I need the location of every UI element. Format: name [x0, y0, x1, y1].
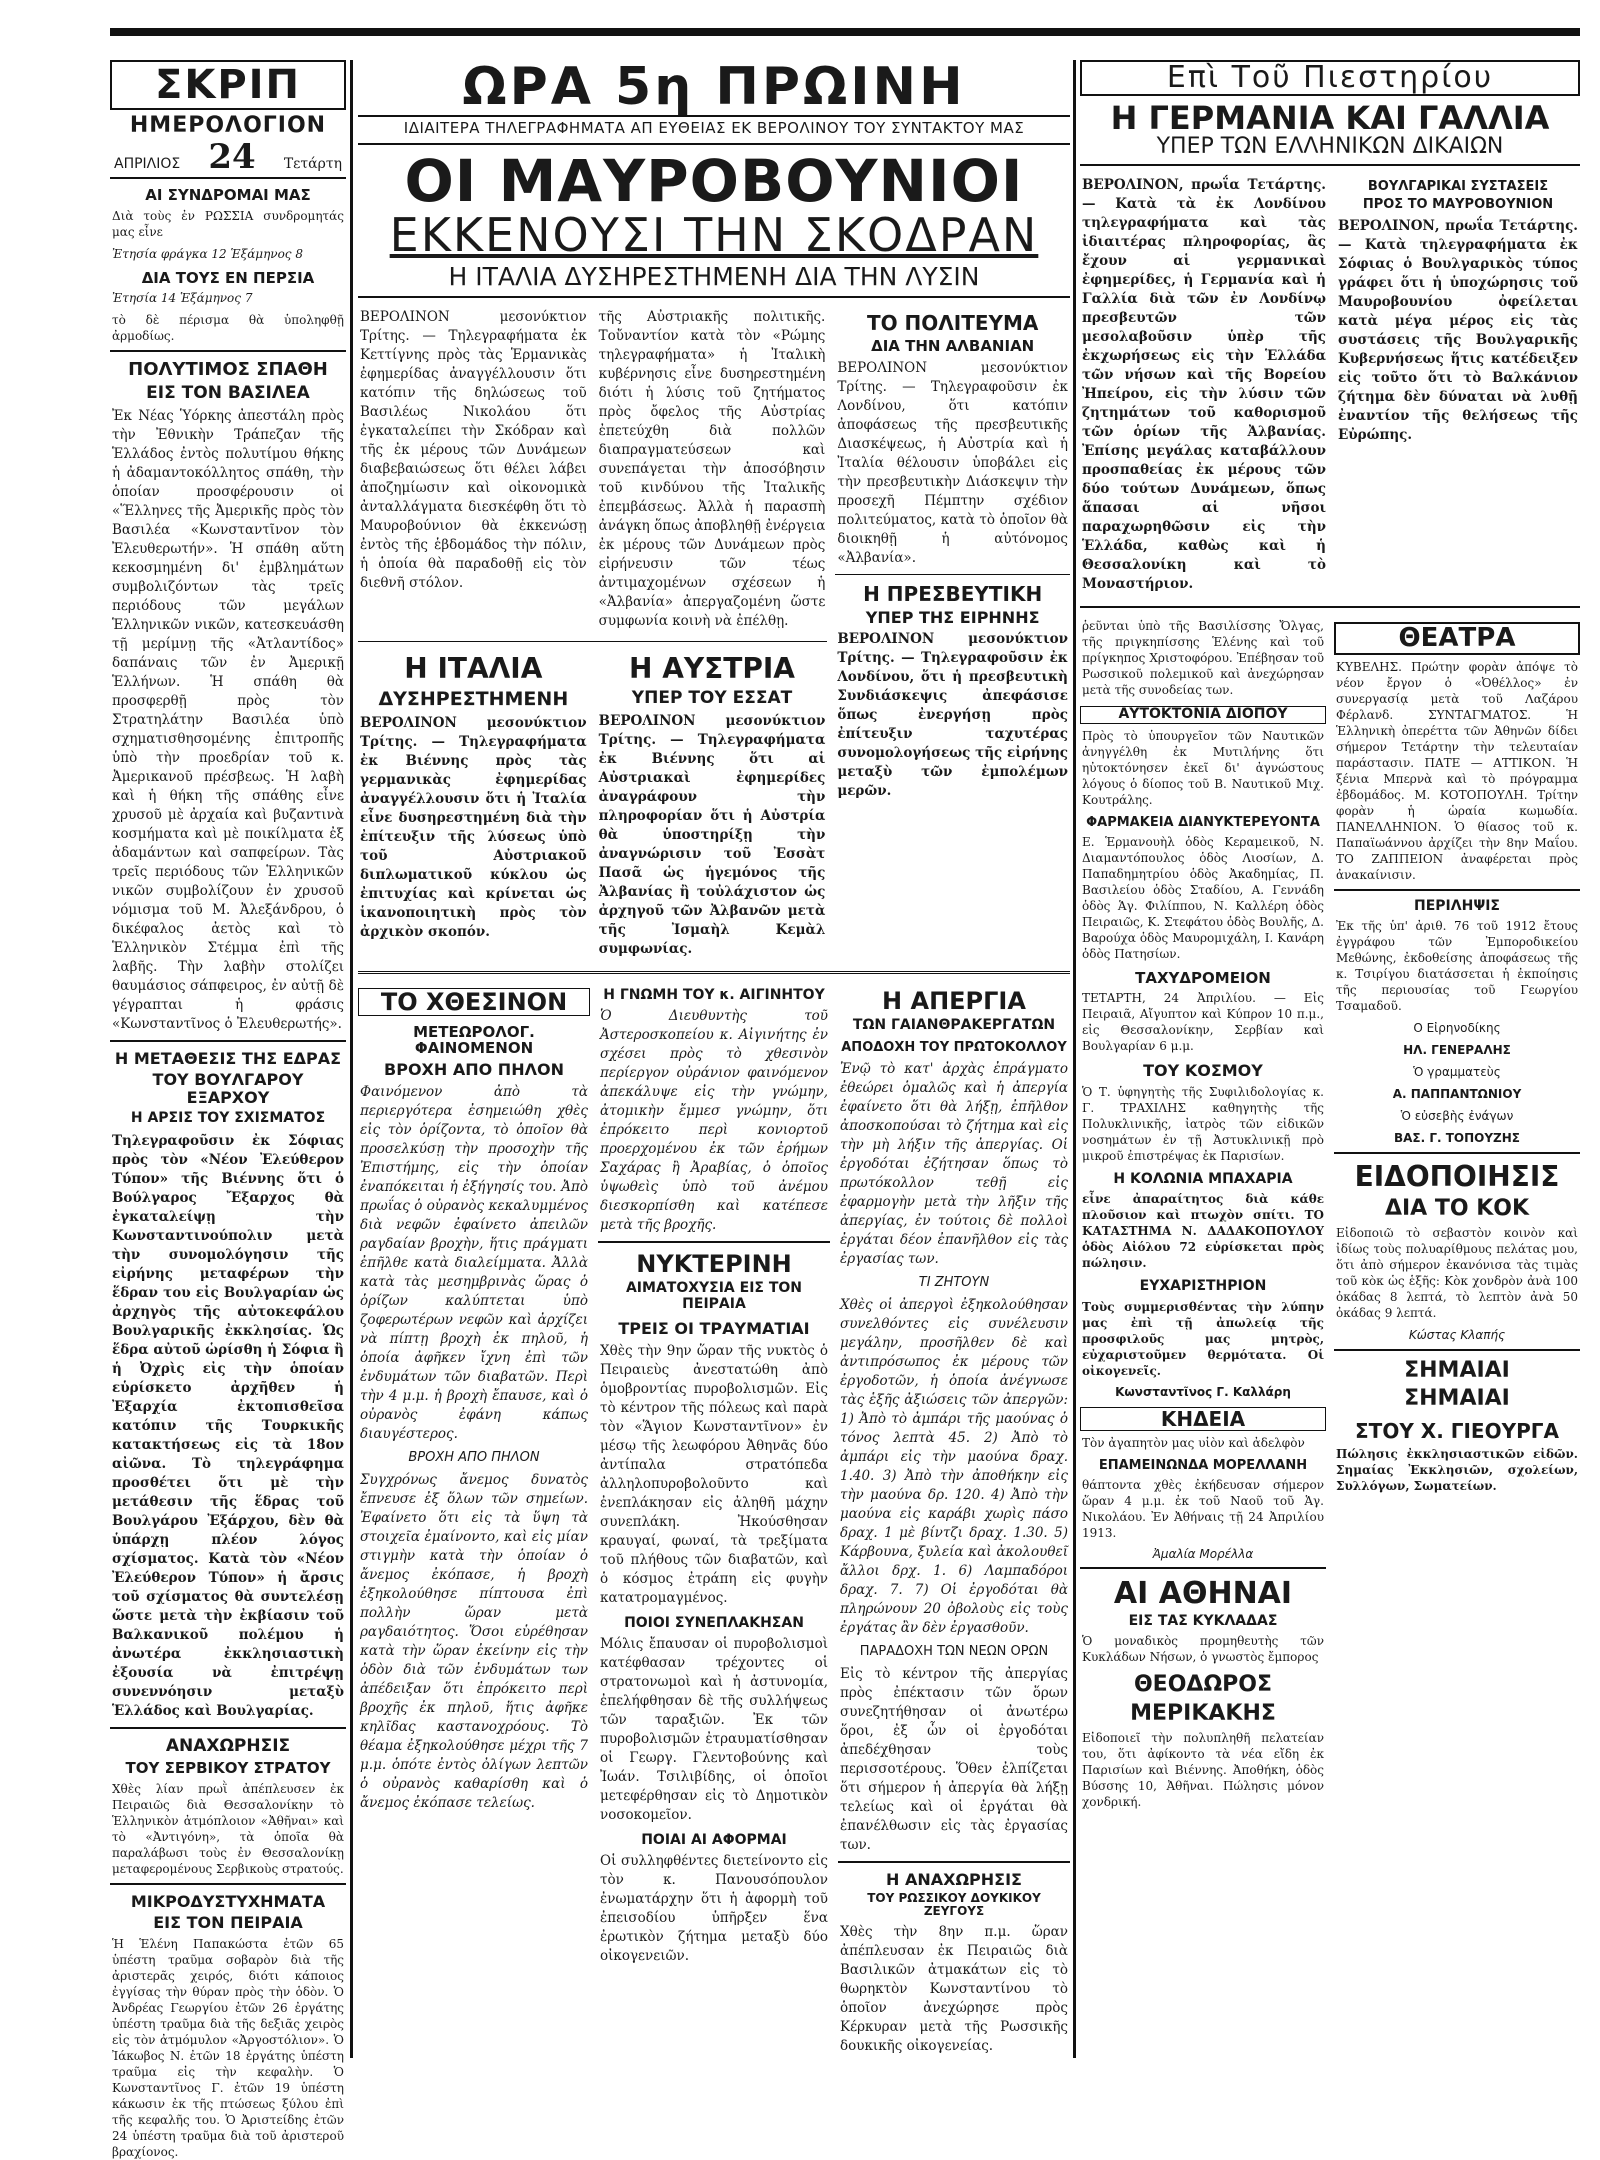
- suicide-article: Πρὸς τὸ ὑπουργεῖον τῶν Ναυτικῶν ἀνηγγέλθη ἐκ Μυτιλήνης ὅτι ηὐτοκτόνησεν ἐκεῖ δι' ἀγνώστους λόγους ὁ δίοπος τοῦ Β. Ναυτικοῦ Μιχ. Κουτράλης.: [1082, 728, 1324, 807]
- sword-article: Ἐκ Νέας Ὑόρκης ἀπεστάλη πρὸς τὴν Ἐθνικὴν Τράπεζαν τῆς Ἑλλάδος ἐντὸς πολυτίμου θήκης ἡ ἀδαμαντοκόλλητος σπάθη, τὴν ὁποίαν προσφέρουσιν οἱ «Ἕλληνες τῆς Ἀμερικῆς πρὸς τὸν Βασιλέα «Κωνσταντῖνον τὸν Ἐλευθερωτήν». Ἡ σπάθη αὕτη κεκοσμημένη δι' ἐμβλημάτων συμβολιζόντων τὰς τρεῖς περιόδους τῶν μεγάλων Ἑλληνικῶν νικῶν, κατεσκευάσθη τῇ μερίμνῃ τῆς «Ἀτλαντίδος» δαπάναις τῶν ἐν Ἀμερικῇ Ἑλλήνων. Ἡ σπάθη θὰ προσφερθῇ πρὸς τὸν Στρατηλάτην Βασιλέα ὑπὸ σχηματισθησομένης ἐπιτροπῆς ὑπὸ τὴν προεδρίαν τοῦ κ. Ἀμερικανοῦ πρέσβεως. Ἡ λαβὴ καὶ ἡ θήκη τῆς σπάθης εἶνε χρυσοῦ μὲ ἀρχαία καὶ βυζαντινὰ κοσμήματα καὶ μὲ ποικίλματα ἐξ ἀδαμάντων καὶ σαπφείρων. Τὰς τρεῖς περιόδους τῶν Ἑλληνικῶν νικῶν συμβολίζουν ἐν χρυσοῦ νόμισμα τοῦ Μ. Ἀλεξάνδρου, ὁ δικέφαλος ἀετὸς καὶ τὸ Ἑλληνικὸν Στέμμα ἐπὶ τῆς λαβῆς. Τὴν λαβὴν στολίζει θαυμάσιος σάπφειρος, ἐν αὐτῇ δὲ γέγραπται ἡ φράσις «Κωνσταντῖνος ὁ Ἐλευθερωτής».: [112, 407, 344, 1032]
- signature-3-name: ΒΑΣ. Γ. ΤΟΠΟΥΖΗΣ: [1393, 1131, 1520, 1146]
- world-text: Ὁ Τ. ὑφηγητὴς τῆς Συφιλιδολογίας κ. Γ. ΤΡΑΧΙΛΗΣ καθηγητὴς τῆς Πολυκλινικῆς, ἰατρὸς τῶν εἰδικῶν νοσημάτων ἐν τῇ Ἀστυκλινικῇ πρὸ μικροῦ ἐπιστρέψας ἐκ Παρισίων.: [1082, 1084, 1324, 1163]
- notice-signature: Κώστας Κλαπής: [1408, 1328, 1506, 1343]
- divider: [598, 1241, 830, 1243]
- strike-subtitle-2: ΑΠΟΔΟΧΗ ΤΟΥ ΠΡΩΤΟΚΟΛΛΟΥ: [841, 1040, 1067, 1056]
- lead-story: [358, 304, 827, 964]
- strike-title: Η ΑΠΕΡΓΙΑ: [882, 986, 1026, 1015]
- signature-3: Ὁ εὐσεβὴς ἐνάγων: [1400, 1109, 1514, 1124]
- flags-title-2: ΣΗΜΑΙΑΙ: [1404, 1386, 1510, 1412]
- post-title: ΤΑΧΥΔΡΟΜΕΙΟΝ: [1135, 968, 1271, 987]
- subscriptions-price-persia: Ἐτησία 14 Ἑξάμηνος 7: [112, 291, 253, 306]
- divider: [1334, 1349, 1580, 1351]
- italy-subtitle: ΔΥΣΗΡΕΣΤΗΜΕΝΗ: [378, 687, 569, 710]
- flags-text: Πώλησις ἐκκλησιαστικῶν εἰδῶν. Σημαίας Ἐκκλησιῶν, σχολείων, Συλλόγων, Σωματείων.: [1336, 1446, 1578, 1493]
- embassy-article: ΒΕΡΟΛΙΝΟΝ μεσονύκτιον Τρίτης. — Τηλεγραφοῦσιν ἐκ Λονδίνου, ὅτι ἡ πρεσβευτικὴ Συνδιάσκεψις ἀπεφάσισε ὅπως ἐνεργήσῃ πρὸς ἐπίτευξιν ταχυτέρας συνομολογήσεως τῆς εἰρήνης μεταξὺ τῶν ἐμπολέμων μερῶν.: [837, 631, 1068, 800]
- terms-title: ΠΑΡΑΔΟΧΗ ΤΩΝ ΝΕΩΝ ΟΡΩΝ: [859, 1643, 1049, 1659]
- divider: [110, 350, 346, 352]
- embassy-subtitle: ΥΠΕΡ ΤΗΣ ΕΙΡΗΝΗΣ: [865, 607, 1040, 627]
- exarch-title: Η ΜΕΤΑΘΕΣΙΣ ΤΗΣ ΕΔΡΑΣ: [114, 1048, 342, 1068]
- strike-subtitle: ΤΩΝ ΓΑΙΑΝΘΡΑΚΕΡΓΑΤΩΝ: [852, 1016, 1056, 1033]
- strike-story: [838, 980, 1070, 2062]
- colony-title: Η ΚΟΛΩΝΙΑ ΜΠΑΧΑΡΙΑ: [1113, 1170, 1293, 1187]
- funeral-signature: Ἀμαλία Μορέλλα: [1152, 1547, 1254, 1562]
- exarch-article: Τηλεγραφοῦσιν ἐκ Σόφιας πρὸς τὸν «Νέον Ἐλεύθερον Τύπον» τῆς Βιέννης ὅτι ὁ Βούλγαρος Ἔξαρχος θὰ ἐγκαταλείψῃ τὴν Κωνσταντινούπολιν μετὰ τὴν συνομολόγησιν τῆς εἰρήνης μεταφέρων τὴν ἕδραν του εἰς Βουλγαρίαν ὡς ἀρχηγὸς τῆς αὐτοκεφάλου Βουλγαρικῆς ἐκκλησίας. Ὡς ἕδρα αὐτοῦ ὡρίσθη ἡ Σόφια ἢ ἡ Ὀχρὶς εἰς τὴν ὁποίαν εὑρίσκετο ἀρχῆθεν ἡ Ἐξαρχία ἐκτοπισθεῖσα κατόπιν τῆς Τουρκικῆς κατακτήσεως εἰς τὰ 18ον αἰῶνα. Τὸ τηλεγράφημα προσθέτει ὅτι μὲ τὴν μετάθεσιν τῆς ἕδρας τοῦ Βουλγάρου Ἐξάρχου, δὲν θὰ ὑπάρχῃ πλέον λόγος σχίσματος. Κατὰ τὸν «Νέον Ἐλεύθερον Τύπον» ἡ ἄρσις τοῦ σχίσματος θὰ συντελέσῃ ὥστε μετὰ τὴν ἐκβίασιν τοῦ Βαλκανικοῦ πολέμου ἡ ἀνωτέρα ἐκκλησιαστικὴ ἐξουσία νὰ ἐπιτρέψῃ συνεννόησιν μεταξὺ Ἑλλάδος καὶ Βουλγαρίας.: [112, 1133, 344, 1720]
- who-title: ΠΟΙΟΙ ΣΥΝΕΠΛΑΚΗΣΑΝ: [624, 1614, 804, 1631]
- right-headline-2: ΥΠΕΡ ΤΩΝ ΕΛΛΗΝΙΚΩΝ ΔΙΚΑΙΩΝ: [1156, 134, 1504, 160]
- departure-subtitle: ΤΟΥ ΡΩΣΣΙΚΟΥ ΔΟΥΚΙΚΟΥ ΖΕΥΓΟΥΣ: [867, 1891, 1041, 1919]
- athens-title: ΑΙ ΑΘΗΝΑΙ: [1113, 1576, 1293, 1612]
- divider: [1080, 164, 1580, 166]
- divider: [835, 574, 1070, 575]
- theatre-text: ΚΥΒΕΛΗΣ. Πρώτην φορὰν ἀπόψε τὸ νέον ἔργον ὁ «Ὀθέλλος» ἐν συνεργασίᾳ μετὰ τοῦ Λαζάρου Φέρλανδ. ΣΥΝΤΑΓΜΑΤΟΣ. Ἡ Ἑλληνικὴ ὀπερέττα τῶν Ἀθηνῶν δίδει σήμερον Τετάρτην τὴν τελευταίαν παράστασιν. ΠΑΤΕ — ΑΤΤΙΚΟΝ. Ἡ ξένια Μπερνὰ καὶ τὸ πρόγραμμα ἐβδομάδος. Μ. ΚΟΤΟΠΟΥΛΗ. Τρίτην φορὰν ἡ ὡραία κωμωδία. ΠΑΝΕΛΛΗΝΙΟΝ. Ὁ θίασος τοῦ κ. Παπαϊωάννου ἀρχίζει τὴν 8ην Μαΐου. ΤΟ ΖΑΠΠΕΙΟΝ ἀναφέρεται πρὸς ἀνακαίνισιν.: [1336, 659, 1578, 882]
- accidents-subtitle: ΕΙΣ ΤΟΝ ΠΕΙΡΑΙΑ: [153, 1913, 303, 1933]
- world-title: ΤΟΥ ΚΟΣΜΟΥ: [1143, 1061, 1263, 1081]
- italy-title: Η ΙΤΑΛΙΑ: [404, 652, 543, 686]
- colony-text: εἶνε ἀπαραίτητος διὰ κάθε πλοῦσιον καὶ πτωχὸν σπίτι. ΤΟ ΚΑΤΑΣΤΗΜΑ Ν. ΔΑΔΑΚΟΠΟΥΛΟΥ ὁδὸς Αἰόλου 72 εὑρίσκεται πρὸς πώλησιν.: [1082, 1192, 1324, 1271]
- main-column: [358, 57, 1070, 2058]
- bulgarian-subtitle: ΠΡΟΣ ΤΟ ΜΑΥΡΟΒΟΥΝΙΟΝ: [1362, 197, 1554, 213]
- divider: [358, 296, 1070, 298]
- top-rule: [110, 28, 1580, 36]
- column-divider: [350, 60, 353, 2058]
- divider: [1334, 889, 1580, 891]
- lead-article-2: τῆς Αὐστριακῆς πολιτικῆς. Τοὔναντίον κατὰ τὸν «Ρώμης τηλεγραφήματα» ἡ Ἰταλικὴ κυβέρνησις εἶνε δυσηρεστημένη διότι ἡ λύσις τοῦ ζητήματος πρὸς ὄφελος τῆς Αὐστρίας ἐπετεύχθη διὰ πολλῶν διαπραγματεύσεων καὶ συνεπάγεται τὴν ἀποσόβησιν τοῦ κινδύνου τῆς Ἰταλικῆς ἐπεμβάσεως. Ἀλλὰ ἡ παρασπὴ ἀνάγκη ὅπως ἀποβληθῇ ἐνέργεια ἐκ μέρους τῶν Δυνάμεων πρὸς εἰρήνευσιν τῶν τέως ἀντιμαχομένων σχέσεων ἡ «Ἀλβανία» ἀπεργαζομένη ὥστε συμφωνία κοινὴ νὰ ἐπέλθῃ.: [598, 309, 826, 630]
- weather-article: Φαινόμενον ἀπὸ τὰ περιεργότερα ἐσημειώθη χθὲς εἰς τὸν ὁρίζοντα, τὸ ὁποῖον θὰ προσελκύσῃ τὴν προσοχὴν τῆς Ἐπιστήμης, εἰς τὴν ὁποίαν ἐναπόκειται ἡ ἐξήγησίς του. Ἀπὸ πρωΐας ὁ οὐρανὸς κεκαλυμμένος διὰ νεφῶν ἐφαίνετο ἀπειλῶν ραγδαίαν βροχὴν, ἥτις πράγματι ἐπῆλθε κατὰ διαλείμματα. Ἀλλὰ κατὰ τὰς μεσημβρινὰς ὥρας ὁ ὁρίζων καλύπτεται ὑπὸ ζοφερωτέρων νεφῶν καὶ ἀρχίζει νὰ πίπτῃ βροχὴ ἐκ πηλοῦ, ἡ ὁποία ἀφῆκεν ἴχνη ἐπὶ τῶν ἐνδυμάτων τῶν διαβατῶν. Περὶ τὴν 4 μ.μ. ἡ βροχὴ ἔπαυσε, καὶ ὁ οὐρανὸς ἐφάνη κάπως διαυγέστερος.: [360, 1083, 588, 1442]
- bulgarian-article: ΒΕΡΟΛΙΝΟΝ, πρωΐα Τετάρτης. — Κατὰ τηλεγραφήματα ἐκ Σόφιας ὁ Βουλγαρικὸς τύπος γράφει ὅτι ἡ ὑποχώρησις τοῦ Μαυροβουνίου ὀφείλεται κατὰ μέγα μέρος εἰς τὰς συστάσεις τῆς Βουλγαρικῆς Κυβερνήσεως ἥτις κατέδειξεν εἰς τοῦτο ὅτι τὸ Βαλκάνιον ζήτημα δὲν δύναται νὰ λυθῇ ἐναντίον τῆς θελήσεως τῆς Εὐρώπης.: [1338, 217, 1578, 443]
- summary-title: ΠΕΡΙΛΗΨΙΣ: [1414, 897, 1500, 914]
- subscriptions-note: τὸ δὲ πέρισμα θὰ ὑποληφθῇ ἀρμοδίως.: [112, 313, 344, 344]
- exarch-subtitle-2: Η ΑΡΣΙΣ ΤΟΥ ΣΧΙΣΜΑΤΟΣ: [130, 1110, 326, 1127]
- right-headline: Η ΓΕΡΜΑΝΙΑ ΚΑΙ ΓΑΛΛΙΑ: [1110, 98, 1550, 137]
- accidents-title: ΜΙΚΡΟΔΥΣΤΥΧΗΜΑΤΑ: [130, 1891, 326, 1911]
- pharmacies-list: Ε. Ἑρμανουὴλ ὁδὸς Κεραμεικοῦ, Ν. Διαμαντόπουλος ὁδὸς Λιοσίων, Δ. Παπαδημητρίου ὁδὸς Ἀκαδημίας, Π. Βασιλείου ὁδὸς Σταδίου, Α. Γεννάδη ὁδὸς Ἁγ. Φιλίππου, Ν. Καλλέρη ὁδὸς Πειραιῶς, Κ. Στεφάτου ὁδὸς Βουλῆς, Δ. Βαρούχα ὁδὸς Μαυρομιχάλη, Ι. Κανάρη ὁδὸς Πατησίων.: [1082, 834, 1324, 961]
- night-article: Χθὲς τὴν 9ην ὥραν τῆς νυκτὸς ὁ Πειραιεὺς ἀνεστατώθη ἀπὸ ὁμοβροντίας πυροβολισμῶν. Εἰς τὸ κέντρον τῆς πόλεως καὶ παρὰ τὸν «Ἅγιον Κωνσταντῖνον» ἐν μέσῳ τῆς λεωφόρου Ἀθηνᾶς δύο ἀντίπαλα στρατόπεδα ἀλληλοπυροβολοῦντο καὶ ἐνεπλάκησαν εἰς ἀληθῆ μάχην συνεπλάκη. Ἠκούσθησαν κραυγαί, φωναί, τὰ τρεξίματα τοῦ πλήθους τῶν διαβατῶν, καὶ ὁ κόσμος ἐτράπη εἰς φυγὴν κατατρομαγμένος.: [600, 1342, 828, 1606]
- top-stories: [358, 304, 1070, 964]
- right-lower: [1080, 614, 1580, 1816]
- flags-shop: ΣΤΟΥ Χ. ΓΙΕΟΥΡΓΑ: [1355, 1418, 1559, 1443]
- main-headline: ΟΙ ΜΑΥΡΟΒΟΥΝΙΟΙ: [404, 146, 1024, 215]
- ask-article: Χθὲς οἱ ἀπεργοὶ ἐξηκολούθησαν συνελθόντες εἰς συνέλευσιν μεγάλην, προσῆλθεν δὲ καὶ ἀντιπρόσωπος ἐκ μέρους τῶν ἐργοδοτῶν, ἡ ὁποία ἀνέγνωσε τὰς ἑξῆς ἀξιώσεις τῶν ἀπεργῶν: 1) Ἀπὸ τὸ ἀμπάρι τῆς μαούνας ὁ τόνος λεπτὰ 45. 2) Ἀπὸ τὸ ἀμπάρι εἰς τὴν μαούνα δραχ. 1.40. 3) Ἀπὸ τὴν ἀποθήκην εἰς τὴν μαούνα δρ. 120. 4) Ἀπὸ τὴν μαούνα εἰς καράβι χωρὶς πάσο δραχ. 1 μὲ βίντζι δραχ. 1.30. 5) Κάρβουνα, ξυλεία καὶ ἀκολουθεῖ ἄλλοι δρχ. 1. 6) Λαμπαδόροι δραχ. 7. 7) Οἱ ἐργοδόται θὰ πληρώνουν 20 ὀβολοὺς εἰς τοὺς ἐργάτας ἂν δὲν ἐργασθοῦν.: [840, 1296, 1068, 1636]
- regime-subtitle: ΔΙΑ ΤΗΝ ΑΛΒΑΝΙΑΝ: [871, 337, 1035, 356]
- opinion-title: Η ΓΝΩΜΗ ΤΟΥ κ. ΑΙΓΙΝΗΤΟΥ: [603, 986, 825, 1003]
- left-column: [110, 60, 346, 2159]
- divider: [838, 1861, 1070, 1863]
- athens-text: Ὁ μοναδικὸς προμηθευτὴς τῶν Κυκλάδων Νήσων, ὁ γνωστὸς ἔμπορος: [1082, 1634, 1324, 1665]
- suicide-title: ΑΥΤΟΚΤΟΝΙΑ ΔΙΟΠΟΥ: [1080, 706, 1326, 723]
- night-subtitle: ΑΙΜΑΤΟΧΥΣΙΑ ΕΙΣ ΤΟΝ ΠΕΙΡΑΙΑ: [625, 1280, 803, 1312]
- divider: [358, 143, 1070, 145]
- main-headline-2: ΕΚΚΕΝΟΥΣΙ ΤΗΝ ΣΚΟΔΡΑΝ: [389, 208, 1039, 263]
- sword-subtitle: ΕΙΣ ΤΟΝ ΒΑΣΙΛΕΑ: [146, 382, 310, 403]
- weather-subtitle: ΜΕΤΕΩΡΟΛΟΓ. ΦΑΙΝΟΜΕΝΟΝ: [413, 1022, 535, 1058]
- right-column: [1080, 60, 1580, 2058]
- subscriptions-persia: ΔΙΑ ΤΟΥΣ ΕΝ ΠΕΡΣΙΑ: [141, 268, 315, 287]
- side-stories: [835, 304, 1070, 964]
- divider: [1080, 606, 1580, 608]
- thanks-title: ΕΥΧΑΡΙΣΤΗΡΙΟΝ: [1139, 1278, 1267, 1295]
- merchant-name-2: ΜΕΡΙΚΑΚΗΣ: [1130, 1700, 1276, 1726]
- subscriptions-price: Ἐτησία φράγκα 12 Ἑξάμηνος 8: [112, 246, 303, 261]
- strike-article: Ἐνῷ τὸ κατ' ἀρχὰς ἐπράγματο ἐθεώρει ὁμαλῶς καὶ ἡ ἀπεργία ἐφαίνετο ὅτι θὰ λήξῃ, ἐπῆλθον ἀποσκοπούσαι τὸ ζήτημα καὶ εἰς τὴν μὴ λήξιν τῆς ἀπεργίας. Οἱ ἐργοδόται ἐζήτησαν ὅπως τὸ πρωτόκολλον τεθῇ εἰς ἐφαρμογὴν μετὰ τὴν λῆξιν τῆς ἀπεργίας, ἐν τούτοις δὲ πολλοὶ ἐργάται δέον ἐπανῆλθον εἰς τὰς ἐργασίας των.: [840, 1060, 1068, 1267]
- funeral-title: ΚΗΔΕΙΑ: [1080, 1407, 1326, 1431]
- paper-name: ΣΚΡΙΠ: [110, 60, 346, 110]
- bulgarian-title: ΒΟΥΛΓΑΡΙΚΑΙ ΣΥΣΤΑΣΕΙΣ: [1367, 179, 1549, 195]
- right-lower-left: [1080, 614, 1326, 1816]
- night-subtitle-2: ΤΡΕΙΣ ΟΙ ΤΡΑΥΜΑΤΙΑΙ: [618, 1319, 810, 1339]
- date-day: 24: [208, 137, 256, 178]
- regime-article: ΒΕΡΟΛΙΝΟΝ μεσονύκτιον Τρίτης. — Τηλεγραφοῦσιν ἐκ Λονδίνου, ὅτι κατόπιν ἀποφάσεως τῆς πρεσβευτικῆς Διασκέψεως, ἡ Αὐστρία καὶ ἡ Ἰταλία θέλουσιν ὑποβάλει εἰς τὴν πρεσβευτικὴν Διάσκεψιν τὴν προσεχῆ Πέμπτην σχέδιον πολιτεύματος, κατὰ τὸ ὁποῖον θὰ διοικηθῇ ἡ αὐτόνομος «Ἀλβανία».: [837, 359, 1068, 566]
- funeral-text: Τὸν ἀγαπητὸν μας υἱὸν καὶ ἀδελφὸν: [1082, 1435, 1305, 1450]
- ask-title: ΤΙ ΖΗΤΟΥΝ: [918, 1274, 990, 1290]
- lower-stories: [358, 980, 1070, 2062]
- funeral-name: ΕΠΑΜΕΙΝΩΝΔΑ ΜΟΡΕΛΛΑΝΗ: [1098, 1457, 1308, 1473]
- divider: [358, 971, 1070, 974]
- signature-2-name: Α. ΠΑΠΠΑΝΤΩΝΙΟΥ: [1392, 1087, 1522, 1102]
- subscriptions-text: Διὰ τοὺς ἐν ΡΩΣΣΙΑ συνδρομητάς μας εἶνε: [112, 208, 344, 239]
- athens-subtitle: ΕΙΣ ΤΑΣ ΚΥΚΛΑΔΑΣ: [1128, 1613, 1278, 1630]
- flags-title: ΣΗΜΑΙΑΙ: [1404, 1358, 1510, 1384]
- divider: [1080, 1567, 1326, 1569]
- theatre-title: ΘΕΑΤΡΑ: [1334, 622, 1580, 655]
- austria-article: ΒΕΡΟΛΙΝΟΝ μεσονύκτιον Τρίτης. — Τηλεγραφήματα ἐκ Βιέννης ὅτι αἱ Αὐστριακαὶ ἐφημερίδες ἀναγράφουν τὴν πληροφορίαν ὅτι ἡ Αὐστρία θὰ ὑποστηρίξῃ τὴν ἀναγνώρισιν τοῦ Ἐσσὰτ Πασᾶ ὡς ἡγεμόνος τῆς Ἀλβανίας ἢ τοὐλάχιστον ὡς ἀρχηγοῦ τῶν Ἀλβανῶν μετὰ τῆς Ἰσμαὴλ Κεμὰλ συμφωνίας.: [598, 712, 826, 957]
- date-line: [110, 137, 346, 179]
- divider: [1334, 1152, 1580, 1154]
- exarch-subtitle: ΤΟΥ ΒΟΥΛΓΑΡΟΥ ΕΞΑΡΧΟΥ: [152, 1070, 304, 1107]
- right-lower-right: [1334, 614, 1580, 1816]
- cause-title: ΠΟΙΑΙ ΑΙ ΑΦΟΡΜΑΙ: [641, 1832, 787, 1849]
- austria-subtitle: ΥΠΕΡ ΤΟΥ ΕΣΣΑΤ: [631, 687, 793, 708]
- weather-subtitle-3: ΒΡΟΧΗ ΑΠΟ ΠΗΛΟΝ: [408, 1449, 540, 1465]
- thanks-text: Τοὺς συμμερισθέντας τὴν λύπην μας ἐπὶ τῇ ἀπωλείᾳ τῆς προσφιλοῦς μας μητρὸς, εὐχαριστοῦμεν θερμότατα. Οἱ οἰκογενεῖς.: [1082, 1299, 1324, 1378]
- weather-title: ΤΟ ΧΘΕΣΙΝΟΝ: [358, 988, 590, 1016]
- subscriptions-title: ΑΙ ΣΥΝΔΡΟΜΑΙ ΜΑΣ: [145, 186, 311, 205]
- regime-title: ΤΟ ΠΟΛΙΤΕΥΜΑ: [866, 311, 1039, 336]
- funeral-text-2: θάπτοντα χθὲς ἐκήδευσαν σήμερον ὥραν 4 μ.μ. ἐκ τοῦ Ναοῦ τοῦ Ἁγ. Νικολάου. Ἐν Ἀθήναις τῇ 24 Ἀπριλίου 1913.: [1082, 1478, 1324, 1541]
- signature-1: Ο Εἰρηνοδίκης: [1413, 1021, 1501, 1036]
- edition-banner: ΩΡΑ 5η ΠΡΩΙΝΗ: [358, 60, 1070, 117]
- divider: [110, 1727, 346, 1729]
- who-article: Μόλις ἔπαυσαν οἱ πυροβολισμοὶ κατέφθασαν τρέχοντες οἱ στρατονωμοὶ καὶ ἡ ἀστυνομία, ἐπελήφθησαν δὲ τῆς συλλήψεως τῶν ταραξιῶν. Ἐκ τῶν πυροβολισμῶν ἐτραυματίσθησαν οἱ Γεωργ. Γλεντοβούνης καὶ Ἰωάν. Τσιλιβίδης, οἱ ὁποῖοι μετεφέρθησαν εἰς τὸ Δημοτικὸν νοσοκομεῖον.: [600, 1636, 828, 1824]
- sword-title: ΠΟΛΥΤΙΜΟΣ ΣΠΑΘΗ: [128, 359, 328, 381]
- royal-article: ῥεῦνται ὑπὸ τῆς Βασιλίσσης Ὄλγας, τῆς πριγκηπίσσης Ἑλένης καὶ τοῦ πρίγκηπος Χριστοφόρου. Ἐπέβησαν τοῦ Ρωσσικοῦ πολεμικοῦ καὶ ἀνεχώρησαν μετὰ τῆς συνοδείας των.: [1082, 619, 1324, 698]
- column-divider: [1073, 60, 1076, 2058]
- notice-title: ΕΙΔΟΠΟΙΗΣΙΣ: [1354, 1160, 1560, 1194]
- signature-2: Ὁ γραμματεὺς: [1413, 1065, 1501, 1080]
- main-headline-3: Η ΙΤΑΛΙΑ ΔΥΣΗΡΕΣΤΗΜΕΝΗ ΔΙΑ ΤΗΝ ΛΥΣΙΝ: [448, 261, 980, 291]
- weather-article-2: Συγχρόνως ἄνεμος δυνατὸς ἔπνευσε ἐξ ὅλων τῶν σημείων. Ἐφαίνετο ὅτι εἰς τὰ ὕψη τὰ στοιχεῖα ἐμαίνοντο, καὶ εἰς μίαν στιγμὴν κατὰ τὴν ὁποίαν ὁ ἄνεμος ἐκόπασε, ἡ βροχὴ ἐξηκολούθησε πίπτουσα ἐπὶ πολλὴν ὥραν μετὰ ραγδαιότητος. Ὅσοι εὑρέθησαν κατὰ τὴν ὥραν ἐκείνην εἰς τὴν ὁδὸν διὰ τῶν ἐνδυμάτων των ἀπέδειξαν ὅτι ἐπρόκειτο περὶ βροχῆς ἐκ πηλοῦ, ἥτις ἀφῆκε κηλῖδας καστανοχρόους. Τὸ θέαμα ἐξηκολούθησε μέχρι τῆς 7 μ.μ. ὁπότε ἐντὸς ὀλίγων λεπτῶν ὁ οὐρανὸς καθαρίσθη καὶ ὁ ἄνεμος ἐκόπασε τελείως.: [360, 1471, 588, 1811]
- weather-story: [358, 980, 590, 2062]
- merchant-text: Εἰδοποιεῖ τὴν πολυπληθῆ πελατείαν του, ὅτι ἀφίκοντο τὰ νέα εἴδη ἐκ Παρισίων καὶ Βιέννης. Ἀποθήκη, ὁδὸς Βύσσης 10, Ἀθῆναι. Πώλησις μόνον χονδρική.: [1082, 1730, 1324, 1809]
- opinion-article: Ὁ Διευθυντὴς τοῦ Ἀστεροσκοπείου κ. Αἰγινήτης ἐν σχέσει πρὸς τὸ χθεσινὸν περίεργον οὐράνιον φαινόμενον ἀπεκάλυψε εἰς τὴν γνώμην, ἀτομικὴν ἔμμεσ γνώμην, ὅτι ἐπρόκειτο περὶ κονιορτοῦ προερχομένου ἐκ τῶν ἐρήμων Σαχάρας ἢ Ἀραβίας, ὁ ὁποῖος ὑψωθεὶς ὑπὸ τοῦ ἀνέμου διεσκορπίσθη καὶ κατέπεσε μετὰ τῆς βροχῆς.: [600, 1007, 828, 1233]
- post-text: ΤΕΤΑΡΤΗ, 24 Ἀπριλίου. — Εἰς Πειραιᾶ, Αἴγυπτον καὶ Κύπρον 10 π.μ., εἰς Θεσσαλονίκην, Σερβίαν καὶ Βουλγαρίαν 6 μ.μ.: [1082, 991, 1324, 1054]
- embassy-title: Η ΠΡΕΣΒΕΥΤΙΚΗ: [863, 581, 1043, 606]
- notice-text: Εἰδοποιῶ τὸ σεβαστὸν κοινὸν καὶ ἰδίως τοὺς πολυαρίθμους πελάτας μου, ὅτι ἀπὸ σήμερον ἐκανόνισα τὰς τιμὰς τοῦ κὸκ ὡς ἑξῆς: Κὸκ χονδρὸν ἀνὰ 100 ὀκάδας 8 λεπτά, τὸ λεπτὸν ἀνὰ 50 ὀκάδας 9 λεπτά.: [1336, 1226, 1578, 1321]
- dispatch-line: ΙΔΙΑΙΤΕΡΑ ΤΗΛΕΓΡΑΦΗΜΑΤΑ ΑΠ ΕΥΘΕΙΑΣ ΕΚ ΒΕΡΟΛΙΝΟΥ ΤΟΥ ΣΥΝΤΑΚΤΟΥ ΜΑΣ: [403, 118, 1025, 137]
- right-lead-article: ΒΕΡΟΛΙΝΟΝ, πρωΐα Τετάρτης. — Κατὰ τὰ ἐκ Λονδίνου τηλεγραφήματα καὶ τὰς ἰδιαιτέρας πληροφορίας, ἃς ἔχουν αἱ γερμανικαὶ ἐφημερίδες, ἡ Γερμανία καὶ ἡ Γαλλία διὰ τῶν ἐν Λονδίνῳ πρεσβευτῶν τῶν μεσολαβοῦσιν ὑπὲρ τῆς ἐκχωρήσεως εἰς τὴν Ἑλλάδα τῶν νήσων καὶ τῆς Βορείου Ἠπείρου, εἰς τὴν λύσιν τῶν ζητημάτων τοῦ καθορισμοῦ τῶν ὁρίων τῆς Ἀλβανίας. Ἐπίσης μεγάλας καταβάλλουν προσπαθείας ἐκ μέρους τῶν δύο τούτων Δυνάμεων, ὅπως ἅπασαι αἱ νῆσοι παραχωρηθῶσιν εἰς τὴν Ἑλλάδα, καθὼς καὶ ἡ Θεσσαλονίκη καὶ τὸ Μοναστήριον.: [1082, 177, 1326, 593]
- signature-1-name: ΗΛ. ΓΕΝΕΡΑΛΗΣ: [1403, 1043, 1511, 1058]
- accidents-article: Ἡ Ἑλένη Παπακώστα ἐτῶν 65 ὑπέστη τραῦμα σοβαρὸν διὰ τῆς ἀριστερᾶς χειρός, διότι κάποιος ἐγγίσας τὴν θύραν πρὸς τὴν ὁδὸν. Ὁ Ἀνδρέας Γεωργίου ἐτῶν 26 ἐργάτης ὑπέστη τραῦμα διὰ τῆς δεξιᾶς χειρὸς εἰς τὸν ἀτμόμυλον «Ἀργοστόλιον». Ὁ Ἰάκωβος Ν. ἐτῶν 18 ἐργάτης ὑπέστη τραῦμα εἰς τὴν κεφαλὴν. Ὁ Κωνσταντῖνος Γ. ἐτῶν 19 ὑπέστη κάκωσιν ἐκ τῆς πτώσεως ξύλου ἐπὶ τῆς κεφαλῆς του. Ὁ Ἀριστείδης ἐτῶν 24 ὑπέστη τραῦμα διὰ τοῦ ἀριστεροῦ βραχίονος.: [112, 1936, 344, 2159]
- night-title: ΝΥΚΤΕΡΙΝΗ: [636, 1249, 792, 1278]
- divider: [110, 1883, 346, 1885]
- cause-article: Οἱ συλληφθέντες διετείνοντο εἰς τὸν κ. Πανουσόπουλον ἐνωματάρχην ὅτι ἡ ἀφορμὴ τοῦ ἐπεισοδίου ὑπῆρξεν ἕνα ἐρωτικὸν ζήτημα μεταξὺ δύο οἰκογενειῶν.: [600, 1853, 828, 1965]
- press-ribbon: Επὶ Τοῦ Πιεστηρίου: [1080, 60, 1580, 96]
- date-month: ΑΠΡΙΛΙΟΣ: [114, 156, 181, 173]
- notice-subtitle: ΔΙΑ ΤΟ ΚΟΚ: [1384, 1195, 1530, 1221]
- divider: [110, 1040, 346, 1042]
- right-lead: [1080, 172, 1580, 600]
- serbian-article: Χθὲς λίαν πρωῒ ἀπέπλευσεν ἐκ Πειραιῶς διὰ Θεσσαλονίκην τὸ Ἑλληνικὸν ἀτμόπλοιον «Ἀθῆναι» καὶ τὸ «Ἀντιγόνη», τὰ ὁποῖα θὰ παραλάβωσι τοὺς ἐν Θεσσαλονίκῃ μεταφερομένους Σερβικοὺς στρατούς.: [112, 1781, 344, 1876]
- summary-text: Ἐκ τῆς ὑπ' ἀριθ. 76 τοῦ 1912 ἔτους ἐγγράφου τῶν Ἐμποροδικείου Μεθώνης, ἐκδοθείσης ἀποφάσεως τῆς κ. Τσιρίγου διατάσσεται ἡ ἐκποίησις τῆς περιουσίας τοῦ Γεωργίου Τσαμαδοῦ.: [1336, 919, 1578, 1014]
- serbian-subtitle: ΤΟΥ ΣΕΡΒΙΚΟΥ ΣΤΡΑΤΟΥ: [125, 1759, 331, 1778]
- lead-article: ΒΕΡΟΛΙΝΟΝ μεσονύκτιον Τρίτης. — Τηλεγραφήματα ἐκ Κεττίγνης πρὸς τὰς Ἑρμανικὰς ἐφημερίδας ἀναγγέλλουσιν ὅτι κατόπιν τῆς δηλώσεως τοῦ Βασιλέως Νικολάου ὅτι ἐγκαταλείπει τὴν Σκόδραν καὶ τῆς ἐκ μέρους τῶν Δυνάμεων διαβεβαιώσεως ὅτι θέλει λάβει ἀποζημίωσιν καὶ οἰκονομικὰ ἀνταλλάγματα διεσκέφθη ὅτι τὸ Μαυροβούνιον θὰ ἐκκενώσῃ ἐντὸς τῆς ἑβδομάδος τὴν πόλιν, ἡ ὁποία θὰ παραδοθῇ εἰς τὸν διεθνῆ στόλον.: [360, 309, 587, 592]
- divider: [358, 641, 827, 642]
- terms-article: Εἰς τὸ κέντρον τῆς ἀπεργίας πρὸς ἐπέκτασιν τῶν ὅρων συνεζητήθησαν οἱ ἀνωτέρω ὅροι, ἐξ ὧν οἱ ἐργοδόται ἀπεδέχθησαν τοὺς περισσοτέρους. Ὅθεν ἐλπίζεται ὅτι σήμερον ἡ ἀπεργία θὰ λήξῃ τελείως καὶ οἱ ἐργάται θὰ ἐπανέλθωσιν εἰς τὰς ἐργασίας των.: [840, 1665, 1068, 1853]
- thanks-signature: Κωνσταντῖνος Γ. Καλλάρη: [1115, 1384, 1291, 1399]
- italy-article: ΒΕΡΟΛΙΝΟΝ μεσονύκτιον Τρίτης. — Τηλεγραφήματα ἐκ Βιέννης πρὸς τὰς γερμανικὰς ἐφημερίδας ἀναγγέλλουσιν ὅτι ἡ Ἰταλία εἶνε δυσηρεστημένη διὰ τὴν ἐπίτευξιν τῆς λύσεως ὑπὸ τοῦ Αὐστριακοῦ διπλωματικοῦ κύκλου ὡς ἐπιτυχίας καὶ κρίνεται ὡς ἱκανοποιητικὴ πρὸς τὸν ἀρχικὸν σκοπόν.: [360, 714, 587, 940]
- night-story: [598, 980, 830, 2062]
- date-weekday: Τετάρτη: [283, 156, 342, 173]
- calendar-title: ΗΜΕΡΟΛΟΓΙΟΝ: [129, 113, 327, 138]
- pharmacies-title: ΦΑΡΜΑΚΕΙΑ ΔΙΑΝΥΚΤΕΡΕΥΟΝΤΑ: [1086, 814, 1320, 830]
- weather-subtitle-2: ΒΡΟΧΗ ΑΠΟ ΠΗΛΟΝ: [384, 1059, 564, 1079]
- austria-title: Η ΑΥΣΤΡΙΑ: [629, 652, 795, 686]
- serbian-title: ΑΝΑΧΩΡΗΣΙΣ: [165, 1736, 291, 1757]
- departure-title: Η ΑΝΑΧΩΡΗΣΙΣ: [886, 1869, 1022, 1889]
- merchant-name: ΘΕΟΔΩΡΟΣ: [1133, 1672, 1272, 1698]
- departure-article: Χθὲς τὴν 8ην π.μ. ὥραν ἀπέπλευσαν ἐκ Πειραιῶς διὰ Βασιλικῶν ἀτμακάτων εἰς τὸ θωρηκτὸν Κωνσταντίνου τὸ ὁποῖον ἀνεχώρησε πρὸς Κέρκυραν μετὰ τῆς Ρωσσικῆς δουκικῆς οἰκογενείας.: [840, 1923, 1068, 2054]
